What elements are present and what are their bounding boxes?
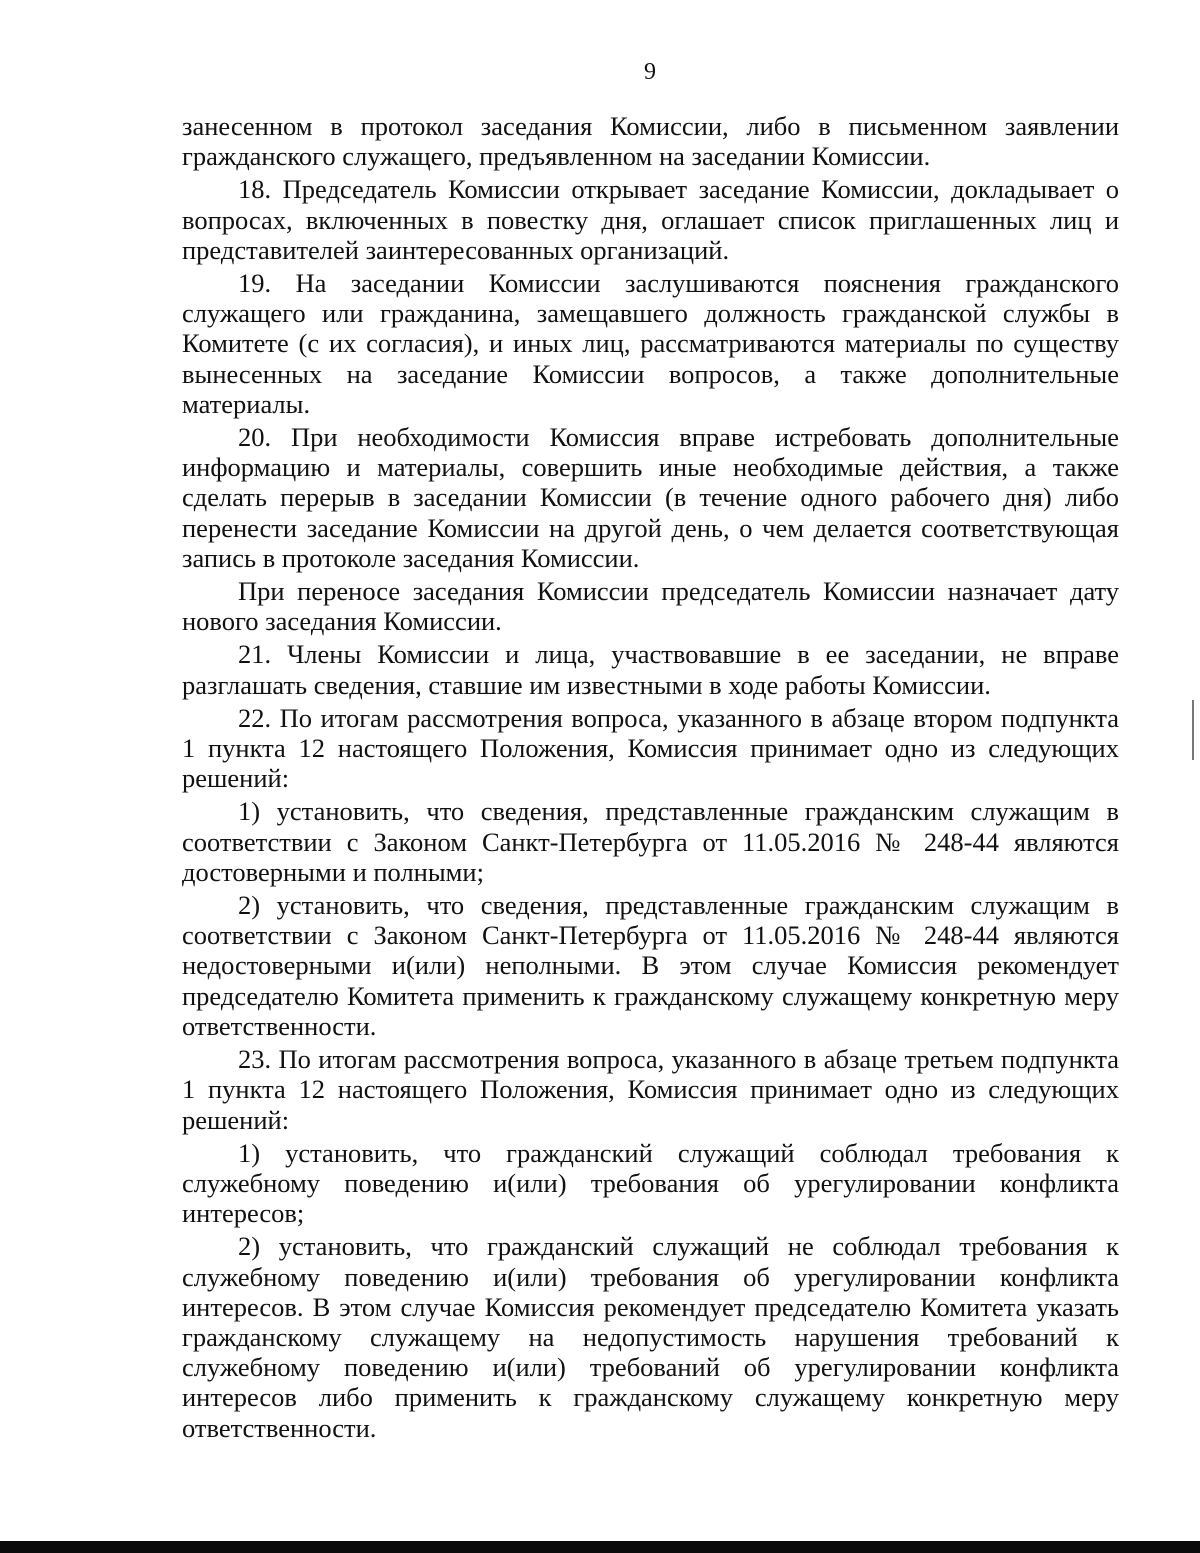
paragraph-continuation: занесенном в протокол заседания Комиссии, либо в письменном заявлении гражданского служащего, предъявленном на заседании Комиссии. [182,111,1119,172]
document-body [182,111,1119,1443]
paragraph-20: 20. При необходимости Комиссия вправе истребовать дополнительные информацию и материалы, совершить иные необходимые действия, а также сделать перерыв в заседании Комиссии (в течение одного рабочего дня) либо перенести заседание Комиссии на другой день, о чем делается соответствующая запись в протоколе заседания Комиссии. [182,422,1119,573]
scan-bottom-edge [0,1541,1200,1553]
page-number: 9 [644,59,656,85]
paragraph-23-item-1: 1) установить, что гражданский служащий соблюдал требования к служебному поведению и(или) требования об урегулировании конфликта интересов; [182,1137,1119,1229]
paragraph-20-postponement: При переносе заседания Комиссии председатель Комиссии назначает дату нового заседания Комиссии. [182,576,1119,637]
paragraph-23: 23. По итогам рассмотрения вопроса, указанного в абзаце третьем подпункта 1 пункта 12 настоящего Положения, Комиссия принимает одно из следующих решений: [182,1044,1119,1135]
scan-edge-mark [1192,700,1194,760]
paragraph-22-item-1: 1) установить, что сведения, представленные гражданским служащим в соответствии с Законом Санкт-Петербурга от 11.05.2016 № 248-44 являются достоверными и полными; [182,796,1119,887]
paragraph-22-item-2: 2) установить, что сведения, представленные гражданским служащим в соответствии с Законом Санкт-Петербурга от 11.05.2016 № 248-44 являются недостоверными и(или) неполными. В этом случае Комиссия рекомендует председателю Комитета применить к гражданскому служащему конкретную меру ответственности. [182,890,1119,1041]
paragraph-23-item-2: 2) установить, что гражданский служащий не соблюдал требования к служебному поведению и(или) требования об урегулировании конфликта интересов. В этом случае Комиссия рекомендует председателю Комитета указать гражданскому служащему на недопустимость нарушения требований к служебному поведению и(или) требований об урегулировании конфликта интересов либо применить к гражданскому служащему конкретную меру ответственности. [182,1231,1119,1443]
paragraph-21: 21. Члены Комиссии и лица, участвовавшие в ее заседании, не вправе разглашать сведения, ставшие им известными в ходе работы Комиссии. [182,639,1119,700]
paragraph-18: 18. Председатель Комиссии открывает заседание Комиссии, докладывает о вопросах, включенных в повестку дня, оглашает список приглашенных лиц и представителей заинтересованных организаций. [182,174,1119,265]
paragraph-19: 19. На заседании Комиссии заслушиваются пояснения гражданского служащего или гражданина, замещавшего должность гражданской службы в Комитете (с их согласия), и иных лиц, рассматриваются материалы по существу вынесенных на заседание Комиссии вопросов, а также дополнительные материалы. [182,268,1119,419]
paragraph-22: 22. По итогам рассмотрения вопроса, указанного в абзаце втором подпункта 1 пункта 12 настоящего Положения, Комиссия принимает одно из следующих решений: [182,702,1119,794]
